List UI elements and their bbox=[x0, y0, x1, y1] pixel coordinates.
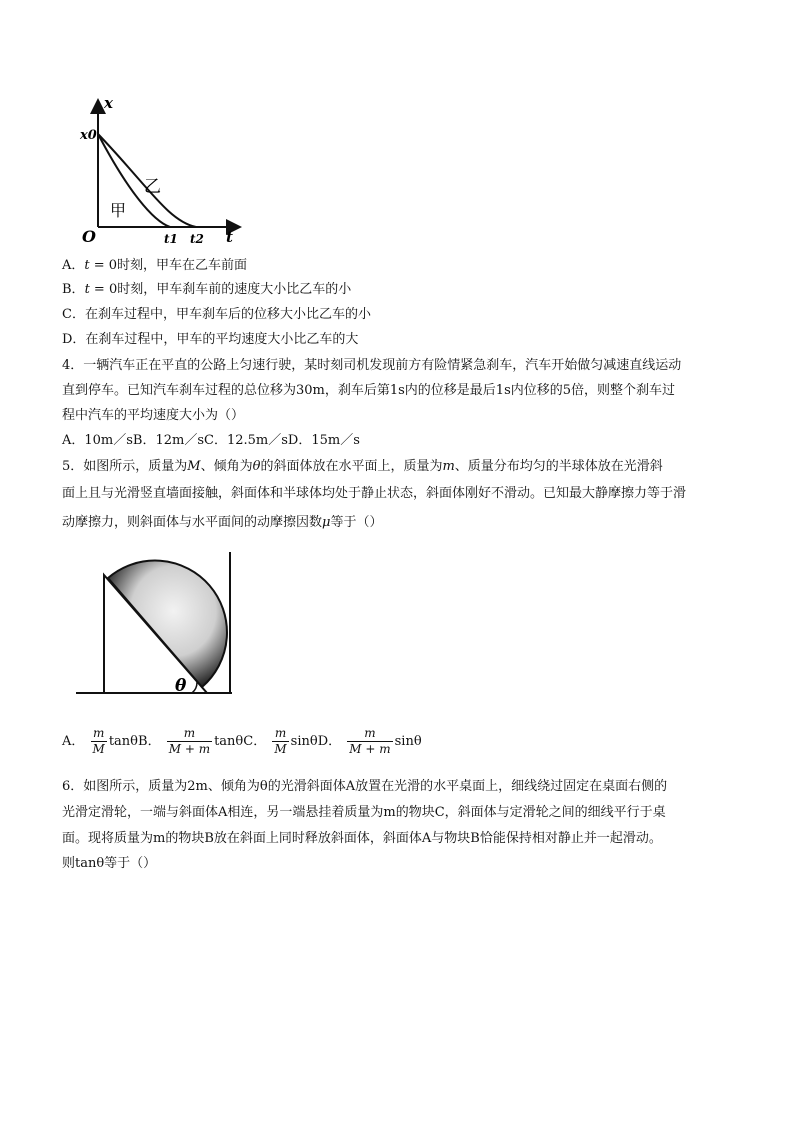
frac-num: m bbox=[167, 726, 212, 742]
q3-option-b-prefix: B． bbox=[62, 282, 85, 297]
q3-option-a-var: t bbox=[84, 258, 90, 273]
q6-line-2: 光滑定滑轮，一端与斜面体A相连，另一端悬挂着质量为m的物块C，斜面体与定滑轮之间的细线平行于桌 bbox=[62, 805, 666, 820]
frac-num: m bbox=[272, 726, 288, 742]
frac-den: M bbox=[92, 742, 105, 756]
x0-label: x0 bbox=[80, 128, 97, 143]
q5-option-a-fraction bbox=[91, 726, 107, 757]
q5-option-d-label: D． bbox=[317, 734, 342, 749]
q4-options: A．10m／sB．12m／sC．12.5m／sD．15m／s bbox=[62, 433, 360, 448]
q6-line-1: 6．如图所示，质量为2m、倾角为θ的光滑斜面体A放置在光滑的水平桌面上，细线绕过固定在桌面右侧的 bbox=[62, 779, 668, 794]
q3-option-b-var: t bbox=[84, 282, 90, 297]
q5-option-b-func: tanθ bbox=[214, 734, 244, 749]
curve-yi-label: 乙 bbox=[144, 177, 161, 197]
q5-option-c-label: C． bbox=[243, 734, 267, 749]
t2-label: t2 bbox=[190, 232, 204, 246]
q5-var-m: m bbox=[442, 459, 455, 474]
frac-den: M bbox=[274, 742, 287, 756]
q3-option-b-text: = 0时刻，甲车刹车前的速度大小比乙车的小 bbox=[89, 282, 352, 297]
q5-text-c: 的斜面体放在水平面上，质量为 bbox=[260, 459, 443, 474]
xt-graph-figure bbox=[78, 96, 248, 248]
q5-text-a: 5．如图所示，质量为 bbox=[62, 459, 188, 474]
q5-option-d-fraction bbox=[347, 726, 392, 757]
q5-var-mu: μ bbox=[322, 515, 331, 530]
q6-line-4: 则tanθ等于（） bbox=[62, 856, 157, 871]
frac-num: m bbox=[347, 726, 392, 742]
q5-option-c-fraction bbox=[272, 726, 288, 757]
q5-var-theta: θ bbox=[252, 459, 261, 474]
q3-option-a bbox=[62, 256, 247, 276]
q5-text-b: 、倾角为 bbox=[200, 459, 253, 474]
q5-text-d: 、质量分布均匀的半球体放在光滑斜 bbox=[454, 459, 663, 474]
axis-x-label: x bbox=[104, 96, 113, 112]
q4-line-3: 程中汽车的平均速度大小为（） bbox=[62, 408, 245, 423]
q3-option-a-prefix: A． bbox=[62, 258, 85, 273]
incline-hemisphere-figure bbox=[74, 550, 244, 700]
q5-options bbox=[62, 722, 422, 762]
q6-line-3: 面。现将质量为m的物块B放在斜面上同时释放斜面体，斜面体A与物块B恰能保持相对静止并一起滑动。 bbox=[62, 831, 662, 846]
q5-line-1 bbox=[62, 457, 663, 477]
t1-label: t1 bbox=[164, 232, 178, 246]
q3-option-c: C．在刹车过程中，甲车刹车后的位移大小比乙车的小 bbox=[62, 307, 371, 322]
origin-label: O bbox=[82, 227, 96, 246]
theta-label: θ bbox=[175, 676, 187, 696]
q4-line-2: 直到停车。已知汽车刹车过程的总位移为30m，刹车后第1s内的位移是最后1s内位移的5倍，则整个刹车过 bbox=[62, 383, 676, 398]
q5-line-3 bbox=[62, 513, 382, 533]
frac-den: M + m bbox=[168, 742, 211, 756]
q5-option-c-func: sinθ bbox=[290, 734, 318, 749]
q5-var-M: M bbox=[187, 459, 201, 474]
q5-option-a-func: tanθ bbox=[108, 734, 139, 749]
q5-option-b-label: B． bbox=[138, 734, 161, 749]
curve-jia-label: 甲 bbox=[110, 201, 127, 220]
q5-text-line3a: 动摩擦力，则斜面体与水平面间的动摩擦因数 bbox=[62, 515, 323, 530]
q5-text-line3b: 等于（） bbox=[330, 515, 383, 530]
q5-line-2: 面上且与光滑竖直墙面接触，斜面体和半球体均处于静止状态，斜面体刚好不滑动。已知最大静摩擦力等于滑 bbox=[62, 486, 687, 501]
q5-option-d-func: sinθ bbox=[394, 734, 422, 749]
axis-t-label: t bbox=[226, 228, 233, 246]
frac-den: M + m bbox=[349, 742, 391, 756]
q3-option-a-text: = 0时刻，甲车在乙车前面 bbox=[89, 258, 248, 273]
q4-line-1: 4．一辆汽车正在平直的公路上匀速行驶，某时刻司机发现前方有险情紧急刹车，汽车开始做匀减速直线运动 bbox=[62, 358, 682, 373]
q5-option-a-label: A． bbox=[62, 734, 85, 749]
q3-option-b bbox=[62, 280, 351, 300]
q3-option-d: D．在刹车过程中，甲车的平均速度大小比乙车的大 bbox=[62, 332, 359, 347]
q5-option-b-fraction bbox=[167, 726, 212, 757]
frac-num: m bbox=[91, 726, 107, 742]
